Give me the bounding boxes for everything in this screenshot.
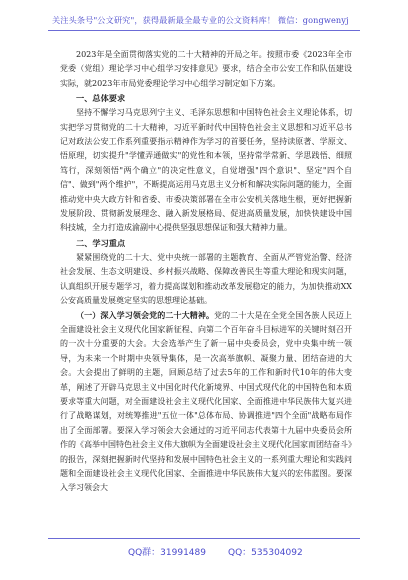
header-promo-text: 关注头条号"公文研究"，获得最新最全最专业的公文资料库！ 微信：gongwenyj	[52, 15, 349, 25]
page-header	[0, 0, 408, 40]
intro-paragraph: 2023年是全面贯彻落实党的二十大精神的开局之年。按照市委《2023年全市党委（党组）理论学习中心组学习安排意见》要求，结合全市公安工作和队伍建设实际，就2023年市局党委理论学习中心组学习制定如下方案。	[60, 50, 352, 88]
subsection-paragraph-1	[60, 309, 352, 496]
page-footer	[48, 538, 360, 568]
footer-divider	[48, 538, 360, 539]
subsection-text-1: 党的二十大是在全党全国各族人民迈上全面建设社会主义现代化国家新征程、向第二个百年奋斗目标进军的关键时刻召开的一次十分重要的大会。大会选举产生了新一届中央委员会，党中央集中统一领导，为未来一个时期中央领导集体，是一次高举旗帜、凝聚力量、团结奋进的大会。大会提出了鲜明的主题，回顾总结了过去5年的工作和新时代10年的伟大变革，阐述了开辟马克思主义中国化时代化新境界、中国式现代化的中国特色和本质要求等重大问题，对全面建设社会主义现代化国家、全面推进中华民族伟大复兴进行了战略谋划，对统筹推进"五位一体"总体布局、协调推进"四个全面"战略布局作出了全面部署。要深入学习领会大会通过的习近平同志代表第十九届中央委员会所作的《高举中国特色社会主义伟大旗帜为全面建设社会主义现代化国家而团结奋斗》的报告，深刻把握新时代坚持和发展中国特色社会主义的一系列重大理论和实践问题和全面建设社会主义现代化国家、全面推进中华民族伟大复兴的宏伟蓝图。要深入学习领会大	[60, 310, 353, 493]
footer-qq: QQ：535304092	[228, 548, 303, 558]
section-heading-general-requirements: 一、总体要求	[76, 93, 126, 104]
footer-qq-group: QQ群：31991489	[128, 548, 206, 558]
section-heading-study-focus: 二、学习重点	[76, 237, 126, 248]
study-focus-paragraph: 紧紧围绕党的二十大、党中央统一部署的主题教育、全面从严管党治警、经济社会发展、生态文明建设、乡村振兴战略、保障改善民生等重大理论和现实问题，认真组织开展专题学习，着力提高谋划和推动改革发展稳定的能力，为加快推动XX公安高质量发展奠定坚实的思想理论基础。	[60, 252, 352, 306]
document-body	[60, 48, 352, 496]
general-requirements-paragraph: 坚持不懈学习马克思列宁主义、毛泽东思想和中国特色社会主义理论体系，切实把学习贯彻党的二十大精神，习近平新时代中国特色社会主义思想和习近平总书记对政法公安工作系列重要指示精神作为学习的首要任务，坚持读原著、学原文、悟原理，切实提升"学懂弄通做实"的党性和本领，坚持常学常新、学思践悟、细照笃行，深刻领悟"两个确立"的决定性意义，自觉增强"四个意识"、坚定"四个自信"、做到"两个维护"，不断提高运用马克思主义分析和解决实际问题的能力，全面推动党中央大政方针和省委、市委决策部署在全市公安机关落地生根，更好把握新发展阶段、贯彻新发展理念、融入新发展格局、促进高质量发展，加快快建设中国科技城，全力打造成渝副中心提供坚强思想保证和强大精神力量。	[60, 108, 352, 233]
header-divider	[48, 30, 360, 31]
subsection-lead-1: （一）深入学习领会党的二十大精神。	[76, 310, 215, 320]
